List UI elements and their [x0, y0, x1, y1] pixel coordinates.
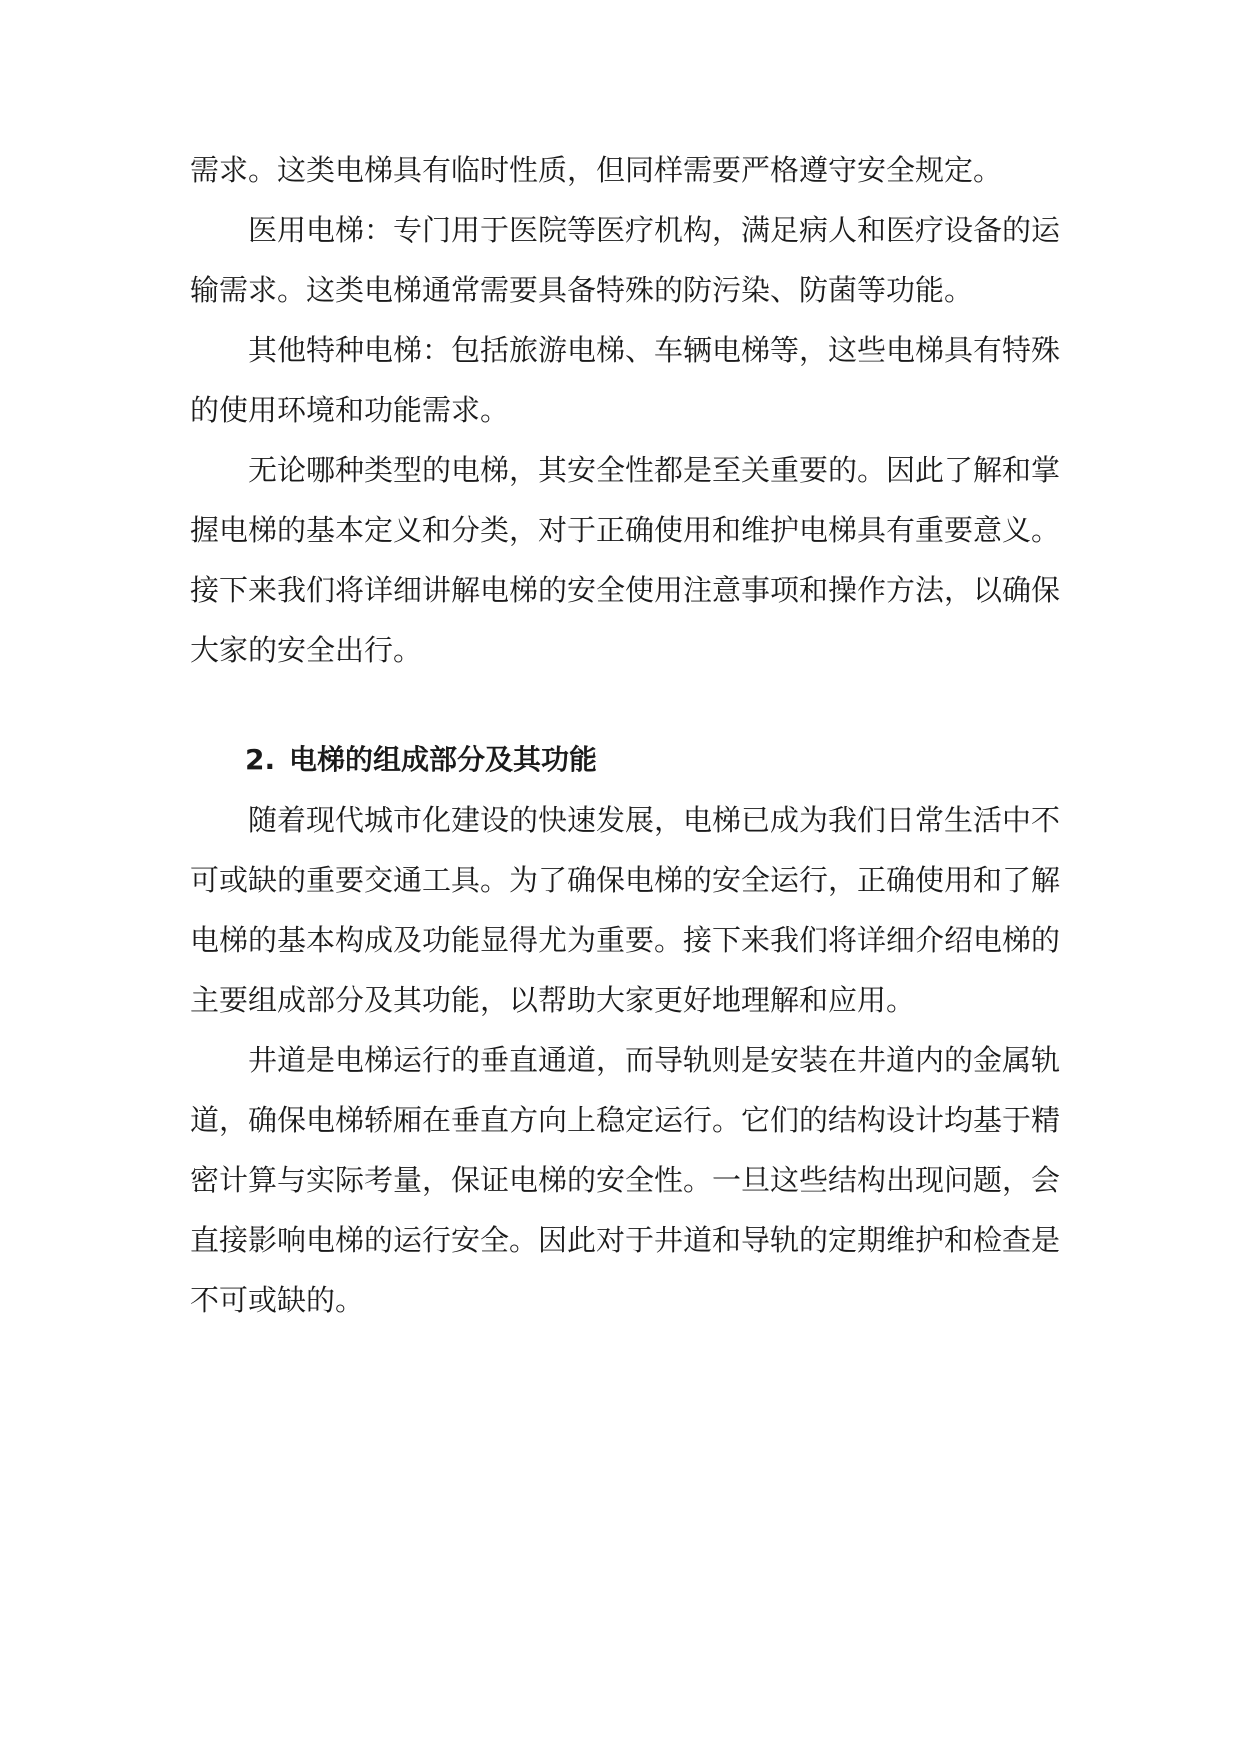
section-title: 电梯的组成部分及其功能: [289, 743, 598, 776]
paragraph-line: 井道是电梯运行的垂直通道，而导轨则是安装在井道内的金属轨: [248, 1043, 1061, 1077]
paragraph-line: 不可或缺的。: [190, 1283, 365, 1317]
paragraph-line: 大家的安全出行。: [190, 633, 423, 667]
paragraph-line: 可或缺的重要交通工具。为了确保电梯的安全运行，正确使用和了解: [190, 863, 1061, 897]
paragraph-line: 电梯的基本构成及功能显得尤为重要。接下来我们将详细介绍电梯的: [190, 923, 1061, 957]
paragraph: [190, 790, 1070, 1030]
paragraph: [190, 140, 1070, 200]
paragraph-line: 道，确保电梯轿厢在垂直方向上稳定运行。它们的结构设计均基于精: [190, 1103, 1061, 1137]
paragraph-line: 其他特种电梯：包括旅游电梯、车辆电梯等，这些电梯具有特殊: [248, 333, 1061, 367]
document-body: [190, 140, 1070, 1330]
paragraph: [190, 320, 1070, 440]
paragraph-line: 输需求。这类电梯通常需要具备特殊的防污染、防菌等功能。: [190, 273, 974, 307]
paragraph-line: 直接影响电梯的运行安全。因此对于井道和导轨的定期维护和检查是: [190, 1223, 1061, 1257]
paragraph-line: 随着现代城市化建设的快速发展，电梯已成为我们日常生活中不: [248, 803, 1061, 837]
paragraph-line: 密计算与实际考量，保证电梯的安全性。一旦这些结构出现问题，会: [190, 1163, 1061, 1197]
paragraph-line: 医用电梯：专门用于医院等医疗机构，满足病人和医疗设备的运: [248, 213, 1061, 247]
section-number: 2.: [245, 743, 276, 776]
paragraph: [190, 200, 1070, 320]
paragraph-line: 需求。这类电梯具有临时性质，但同样需要严格遵守安全规定。: [190, 153, 1003, 187]
paragraph-line: 的使用环境和功能需求。: [190, 393, 510, 427]
section-heading: [190, 730, 1070, 790]
paragraph: [190, 440, 1070, 680]
paragraph: [190, 1030, 1070, 1330]
paragraph-line: 主要组成部分及其功能，以帮助大家更好地理解和应用。: [190, 983, 916, 1017]
paragraph-line: 无论哪种类型的电梯，其安全性都是至关重要的。因此了解和掌: [248, 453, 1061, 487]
paragraph-line: 接下来我们将详细讲解电梯的安全使用注意事项和操作方法，以确保: [190, 573, 1061, 607]
paragraph-line: 握电梯的基本定义和分类，对于正确使用和维护电梯具有重要意义。: [190, 513, 1061, 547]
